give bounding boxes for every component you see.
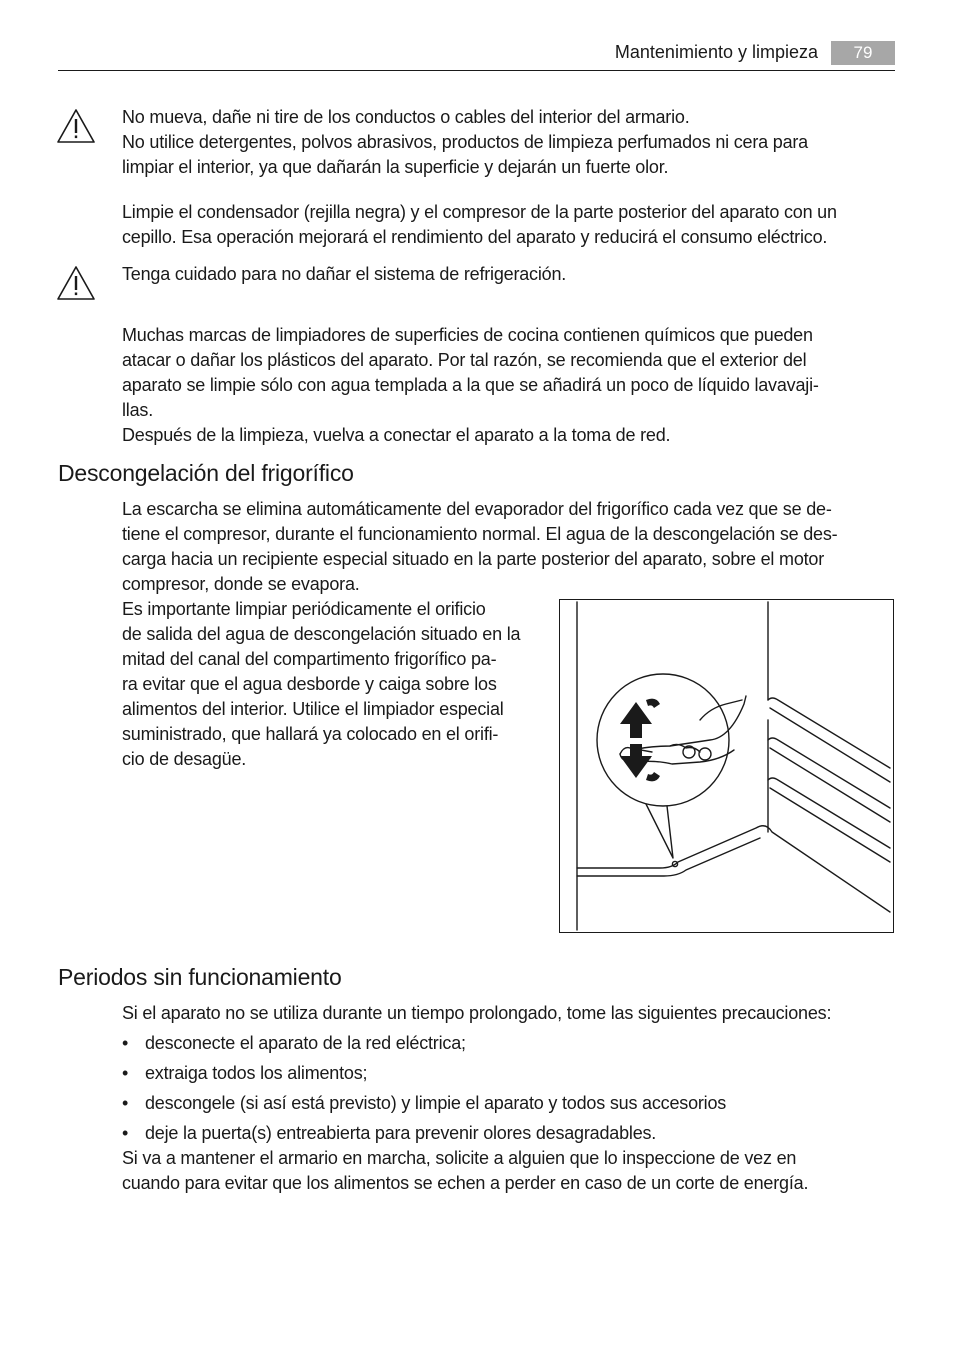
idle-closing-line-1: Si va a mantener el armario en marcha, solicite a alguien que lo inspeccione de vez en [122,1148,797,1168]
warning-2-text: Tenga cuidado para no dañar el sistema de refrigeración. [122,264,567,284]
cleaners-line-3: aparato se limpie sólo con agua templada a la que se añadirá un poco de líquido lavavaji- [122,375,819,395]
bullet-icon: • [122,1093,129,1113]
warning-triangle-icon [56,265,96,301]
bullet-icon: • [122,1063,129,1083]
defrost-drain-illustration [559,599,894,933]
idle-heading: Periodos sin funcionamiento [58,964,342,990]
warning-1-line-1: No mueva, dañe ni tire de los conductos o cables del interior del armario. [122,107,690,127]
defrost-line-3: carga hacia un recipiente especial situado en la parte posterior del aparato, sobre el motor [122,549,825,569]
warning-1-line-3: limpiar el interior, ya que dañarán la superficie y dejarán un fuerte olor. [122,157,669,177]
list-item [122,1091,726,1116]
cleaners-line-2: atacar o dañar los plásticos del aparato. Por tal razón, se recomienda que el exterior del [122,350,807,370]
list-item-text: extraiga todos los alimentos; [145,1063,368,1083]
list-item [122,1031,466,1056]
list-item-text: descongele (si así está previsto) y limpie el aparato y todos sus accesorios [145,1093,727,1113]
defrost-narrow-line-5: alimentos del interior. Utilice el limpiador especial [122,699,504,719]
defrost-line-1: La escarcha se elimina automáticamente del evaporador del frigorífico cada vez que se de- [122,499,832,519]
page-number: 79 [831,41,895,65]
defrost-narrow-line-4: ra evitar que el agua desborde y caiga sobre los [122,674,497,694]
defrost-narrow-line-7: cio de desagüe. [122,749,247,769]
idle-closing-line-2: cuando para evitar que los alimentos se echen a perder en caso de un corte de energía. [122,1173,809,1193]
defrost-narrow-line-6: suministrado, que hallará ya colocado en el orifi- [122,724,499,744]
defrost-line-2: tiene el compresor, durante el funcionamiento normal. El agua de la descongelación se des- [122,524,838,544]
defrost-narrow-line-1: Es importante limpiar periódicamente el orificio [122,599,486,619]
idle-intro: Si el aparato no se utiliza durante un tiempo prolongado, tome las siguientes precauciones: [122,1003,832,1023]
condenser-line-2: cepillo. Esa operación mejorará el rendimiento del aparato y reducirá el consumo eléctrico. [122,227,828,247]
running-header-title: Mantenimiento y limpieza [614,42,818,62]
cleaners-line-5: Después de la limpieza, vuelva a conectar el aparato a la toma de red. [122,425,671,445]
list-item [122,1121,656,1146]
list-item-text: desconecte el aparato de la red eléctrica; [145,1033,466,1053]
bullet-icon: • [122,1033,129,1053]
bullet-icon: • [122,1123,129,1143]
cleaners-line-4: llas. [122,400,154,420]
defrost-line-4: compresor, donde se evapora. [122,574,360,594]
cleaners-line-1: Muchas marcas de limpiadores de superficies de cocina contienen químicos que pueden [122,325,813,345]
defrost-heading: Descongelación del frigorífico [58,460,354,486]
defrost-narrow-line-3: mitad del canal del compartimento frigorífico pa- [122,649,497,669]
fridge-interior-drawing [560,600,893,932]
defrost-narrow-line-2: de salida del agua de descongelación situado en la [122,624,521,644]
list-item-text: deje la puerta(s) entreabierta para prevenir olores desagradables. [145,1123,657,1143]
list-item [122,1061,367,1086]
header-divider [58,70,895,71]
condenser-line-1: Limpie el condensador (rejilla negra) y el compresor de la parte posterior del aparato con un [122,202,837,222]
warning-1-line-2: No utilice detergentes, polvos abrasivos, productos de limpieza perfumados ni cera para [122,132,808,152]
warning-triangle-icon [56,108,96,144]
